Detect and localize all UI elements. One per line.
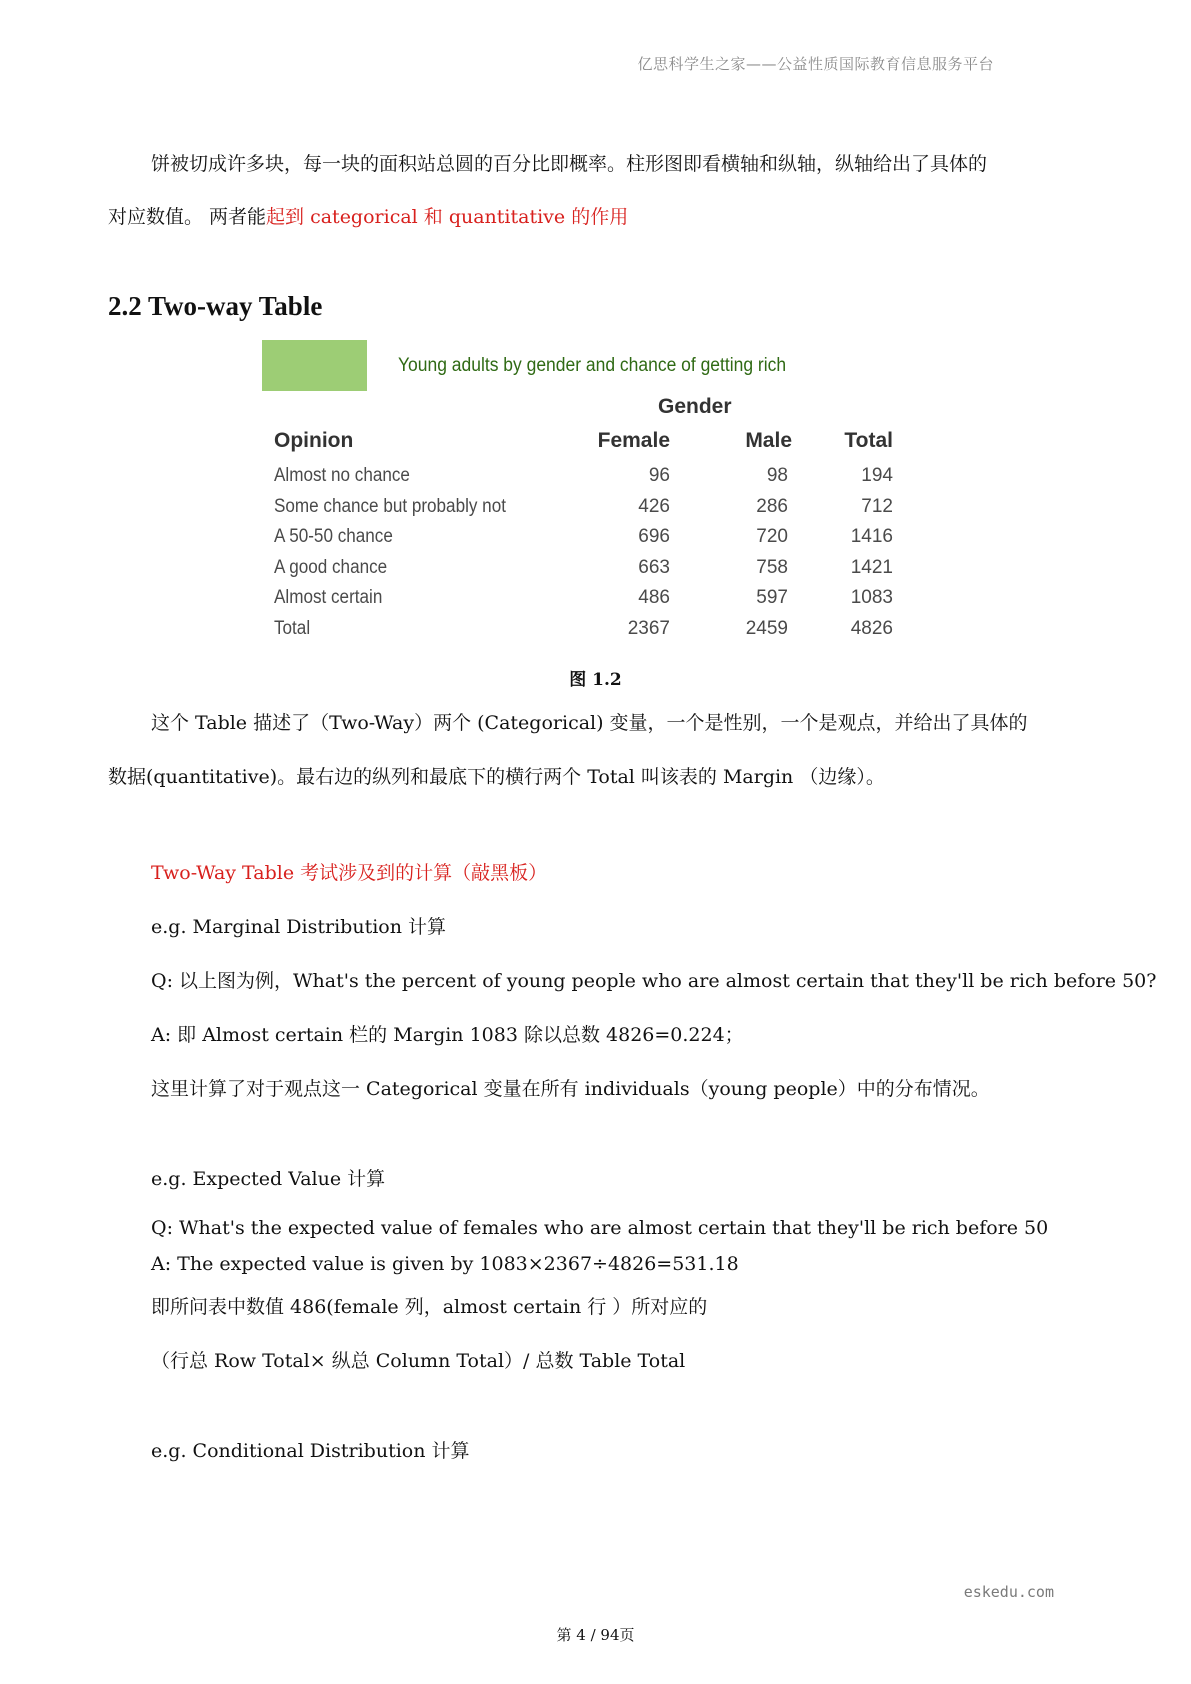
row-male: 758 [756,557,788,578]
marginal-answer: A: 即 Almost certain 栏的 Margin 1083 除以总数 4826=0.224； [151,1024,744,1046]
table-col-opinion: Opinion [274,429,354,452]
row-total: 194 [861,465,893,486]
row-female: 426 [638,496,670,517]
expected-note-2: （行总 Row Total× 纵总 Column Total）/ 总数 Table Total [151,1350,686,1372]
row-female: 663 [638,557,670,578]
row-label: Almost no chance [274,465,410,486]
row-total: 712 [861,496,893,517]
row-female: 96 [648,465,670,486]
intro-line-2-prefix: 对应数值。 两者能 [108,206,267,228]
row-male: 720 [756,526,788,547]
page-number: 第 4 / 94页 [556,1626,635,1644]
row-female: 2367 [627,618,670,639]
expected-note-1: 即所问表中数值 486(female 列，almost certain 行 ）所对应的 [151,1296,708,1318]
row-label: Almost certain [274,587,383,608]
row-female: 486 [638,587,670,608]
marginal-question: Q: 以上图为例，What's the percent of young people who are almost certain that they'll be rich before 50? [151,970,1157,992]
figure-title: Young adults by gender and chance of getting rich [398,355,787,376]
expected-question: Q: What's the expected value of females who are almost certain that they'll be rich before 50 [151,1217,1049,1239]
row-female: 696 [638,526,670,547]
marginal-heading: e.g. Marginal Distribution 计算 [151,916,446,938]
figure-caption: 图 1.2 [569,670,622,690]
intro-line-2 [108,206,628,229]
table-col-female: Female [597,429,670,452]
intro-line-2-highlight: 起到 categorical 和 quantitative 的作用 [266,206,629,228]
figure-accent-block [262,340,367,391]
marginal-note: 这里计算了对于观点这一 Categorical 变量在所有 individuals（young people）中的分布情况。 [151,1078,990,1100]
table-col-male: Male [745,429,792,452]
row-male: 286 [756,496,788,517]
row-total: 1421 [850,557,893,578]
conditional-heading: e.g. Conditional Distribution 计算 [151,1440,470,1462]
expected-heading: e.g. Expected Value 计算 [151,1168,386,1190]
row-total: 1083 [850,587,893,608]
description-line-2: 数据(quantitative)。最右边的纵列和最底下的横行两个 Total 叫该表的 Margin （边缘）。 [108,766,885,788]
row-male: 597 [756,587,788,608]
table-gender-header: Gender [658,395,732,418]
footer-site: eskedu.com [963,1583,1054,1601]
row-label: A good chance [274,557,388,578]
row-male: 98 [766,465,788,486]
section-heading: 2.2 Two-way Table [108,291,323,321]
table-col-total: Total [844,429,893,452]
row-label: A 50-50 chance [274,526,393,547]
row-male: 2459 [745,618,788,639]
expected-answer: A: The expected value is given by 1083×2367÷4826=531.18 [151,1253,739,1275]
page-header: 亿思科学生之家——公益性质国际教育信息服务平台 [637,55,994,73]
row-total: 1416 [850,526,893,547]
row-label: Total [274,618,311,639]
intro-line-1: 饼被切成许多块，每一块的面积站总圆的百分比即概率。柱形图即看横轴和纵轴，纵轴给出了具体的 [151,153,988,175]
row-label: Some chance but probably not [274,496,506,517]
row-total: 4826 [850,618,893,639]
description-line-1: 这个 Table 描述了（Two-Way）两个 (Categorical) 变量，一个是性别，一个是观点，并给出了具体的 [151,712,1028,734]
calc-section-title: Two-Way Table 考试涉及到的计算（敲黑板） [151,862,548,884]
